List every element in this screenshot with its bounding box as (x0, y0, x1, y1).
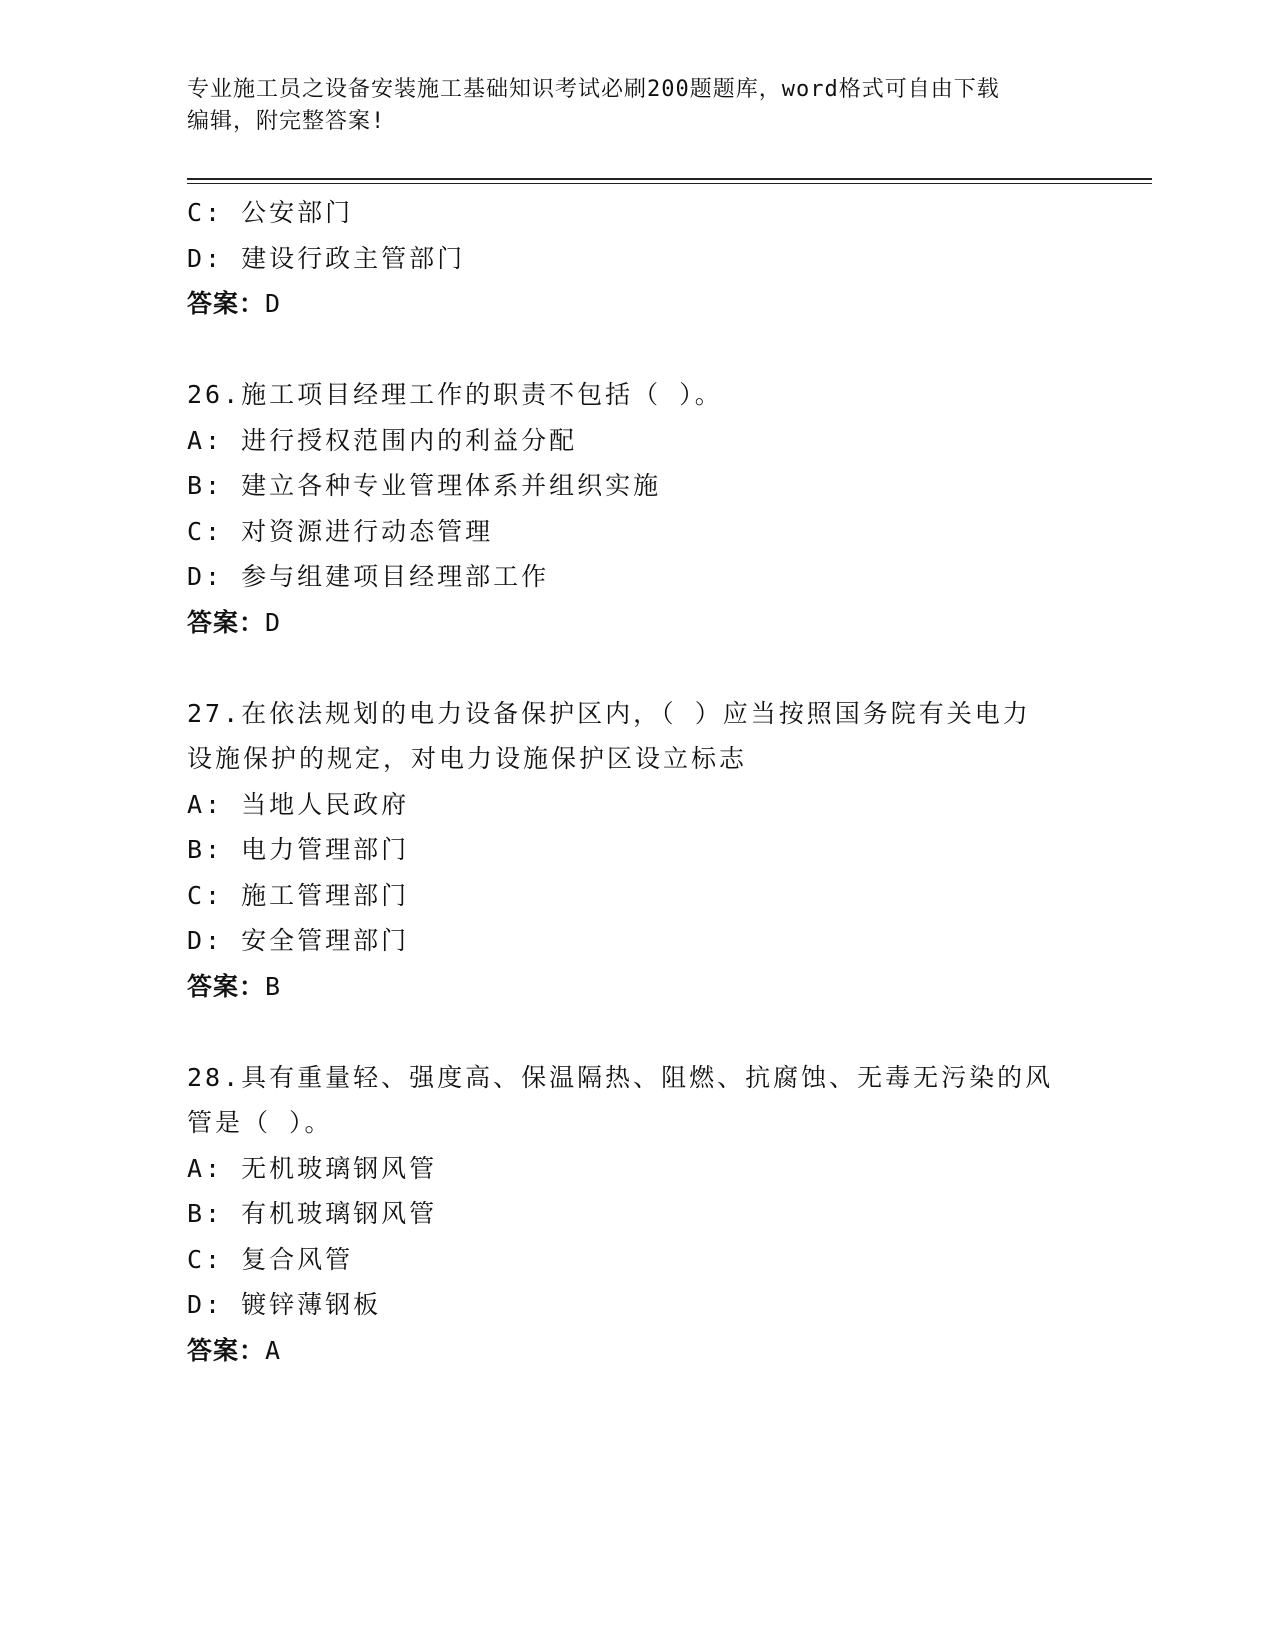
option-c: C: 公安部门 (187, 198, 354, 227)
question-stem-line-1: 27.在依法规划的电力设备保护区内，（ ）应当按照国务院有关电力 (187, 698, 1031, 728)
answer-value: D (265, 607, 282, 637)
question-26 (187, 372, 1087, 645)
question-28 (187, 1055, 1087, 1374)
option-d: D: 参与组建项目经理部工作 (187, 562, 550, 591)
answer-label: 答案： (187, 607, 266, 637)
spacer (187, 645, 1087, 691)
option-d: D: 建设行政主管部门 (187, 243, 466, 273)
answer-line (187, 1328, 1087, 1374)
question-stem-line-2: 管是（ ）。 (187, 1108, 333, 1137)
document-body (187, 190, 1087, 1373)
header-line-1: 专业施工员之设备安装施工基础知识考试必刷200题题库，word格式可自由下载 (187, 77, 1000, 102)
option-c: C: 复合风管 (187, 1244, 354, 1274)
previous-question-tail (187, 190, 1087, 327)
spacer (187, 327, 1087, 373)
header-line-2: 编辑，附完整答案! (187, 109, 386, 134)
option-a: A: 进行授权范围内的利益分配 (187, 425, 578, 455)
question-27 (187, 691, 1087, 1010)
question-stem-line-2: 设施保护的规定，对电力设施保护区设立标志 (187, 744, 748, 773)
option-a: A: 无机玻璃钢风管 (187, 1153, 438, 1183)
question-stem-line-1: 28.具有重量轻、强度高、保温隔热、阻燃、抗腐蚀、无毒无污染的风 (187, 1062, 1054, 1092)
spacer (187, 1009, 1087, 1055)
answer-line (187, 964, 1087, 1010)
answer-value: D (265, 289, 282, 318)
answer-line (187, 600, 1087, 646)
option-c: C: 施工管理部门 (187, 880, 410, 910)
option-a: A: 当地人民政府 (187, 789, 410, 819)
answer-line (187, 281, 1087, 327)
option-b: B: 有机玻璃钢风管 (187, 1199, 438, 1228)
option-d: D: 安全管理部门 (187, 926, 410, 955)
answer-label: 答案： (187, 1335, 266, 1365)
answer-value: B (265, 971, 282, 1001)
answer-label: 答案： (187, 289, 266, 318)
answer-value: A (265, 1335, 282, 1365)
option-c: C: 对资源进行动态管理 (187, 516, 494, 546)
header-rule-thick (187, 178, 1152, 180)
document-header (187, 74, 1067, 138)
header-rule-thin (187, 183, 1152, 184)
answer-label: 答案： (187, 971, 266, 1001)
option-d: D: 镀锌薄钢板 (187, 1290, 382, 1319)
option-b: B: 电力管理部门 (187, 835, 410, 864)
option-b: B: 建立各种专业管理体系并组织实施 (187, 471, 662, 500)
question-stem: 26.施工项目经理工作的职责不包括（ ）。 (187, 380, 723, 409)
